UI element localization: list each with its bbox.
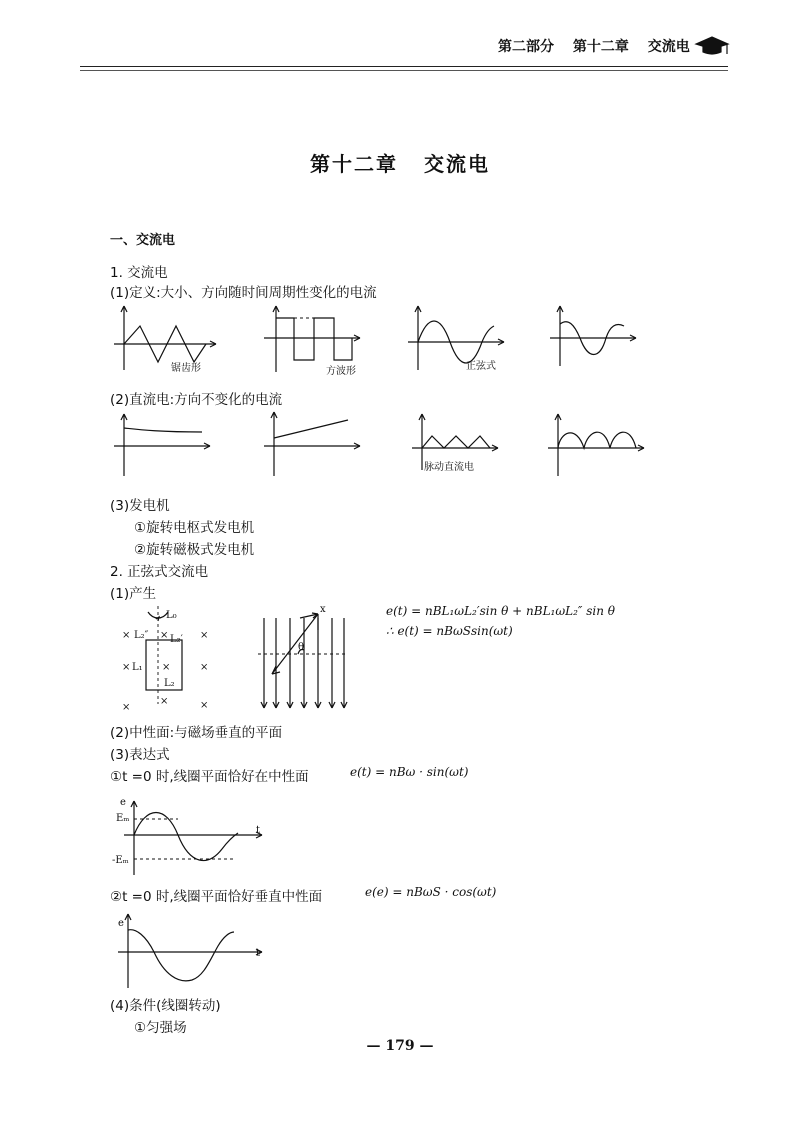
cosine-wave-graph xyxy=(548,304,638,368)
emf-sine-graph xyxy=(112,795,272,877)
caption-pulsating: 脉动直流电 xyxy=(424,462,474,473)
label-Em: Eₘ xyxy=(116,813,130,824)
formula-emf-sum: e(t) = nBL₁ωL₂′sin θ + nBL₁ωL₂″ sin θ xyxy=(386,604,615,618)
item-1-2: (2)直流电:方向不变化的电流 xyxy=(110,392,283,408)
page-title xyxy=(0,148,800,177)
rectified-sine-graph xyxy=(546,412,646,480)
formula-emf-result: ∴ e(t) = nBωSsin(ωt) xyxy=(386,624,513,638)
header-chapter: 第十二章 xyxy=(572,39,629,55)
page-number: — 179 — xyxy=(366,1038,434,1054)
cross-mark: × xyxy=(122,630,131,641)
sawtooth-wave-graph xyxy=(112,304,217,376)
label-L0: L₀ xyxy=(166,610,177,621)
chapter-name: 交流电 xyxy=(424,152,490,176)
label-L2p: L₂′ xyxy=(170,634,183,645)
label-L2pp: L₂″ xyxy=(134,630,149,641)
increasing-dc-graph xyxy=(262,410,362,480)
header-rule-thin xyxy=(80,70,728,71)
item-2-4: (4)条件(线圈转动) xyxy=(110,998,221,1014)
formula-cos: e(e) = nBωS · cos(ωt) xyxy=(365,885,497,899)
running-header xyxy=(498,36,690,56)
item-1-3: (3)发电机 xyxy=(110,498,170,514)
formula-sin: e(t) = nBω · sin(ωt) xyxy=(350,765,469,779)
label-neg-Em: -Eₘ xyxy=(112,855,129,866)
label-L2: L₂ xyxy=(164,678,175,689)
header-part: 第二部分 xyxy=(498,39,554,55)
graduation-cap-icon xyxy=(694,34,730,56)
caption-sine: 正弦式 xyxy=(466,361,496,372)
header-topic: 交流电 xyxy=(647,39,690,55)
item-2: 2. 正弦式交流电 xyxy=(110,564,209,580)
cross-mark: × xyxy=(160,630,169,641)
label-x: x xyxy=(320,604,326,615)
item-1-1: (1)定义:大小、方向随时间周期性变化的电流 xyxy=(110,285,377,301)
caption-square: 方波形 xyxy=(326,366,356,377)
axis-label-t: t xyxy=(256,825,261,836)
cross-mark: × xyxy=(162,662,171,673)
label-theta: θ xyxy=(298,642,305,653)
item-2-2: (2)中性面:与磁场垂直的平面 xyxy=(110,725,283,741)
chapter-number: 第十二章 xyxy=(310,152,398,176)
item-2-3-a: ①t =0 时,线圈平面恰好在中性面 xyxy=(110,769,309,785)
caption-sawtooth: 锯齿形 xyxy=(171,363,201,374)
decaying-dc-graph xyxy=(112,412,212,480)
section-heading: 一、交流电 xyxy=(110,233,176,248)
field-lines-velocity-diagram xyxy=(258,604,348,716)
cross-mark: × xyxy=(122,662,131,673)
axis-label-t: t xyxy=(256,948,261,959)
cross-mark: × xyxy=(160,696,169,707)
label-L1: L₁ xyxy=(132,662,143,673)
cross-mark: × xyxy=(200,662,209,673)
item-2-3: (3)表达式 xyxy=(110,747,170,763)
item-2-1: (1)产生 xyxy=(110,586,157,602)
item-1-3-a: ①旋转电枢式发电机 xyxy=(134,520,255,536)
item-2-4-a: ①匀强场 xyxy=(134,1020,187,1036)
header-rule xyxy=(80,66,728,67)
item-2-3-b: ②t =0 时,线圈平面恰好垂直中性面 xyxy=(110,889,323,905)
emf-cosine-graph xyxy=(112,910,272,990)
item-1: 1. 交流电 xyxy=(110,265,168,281)
item-1-3-b: ②旋转磁极式发电机 xyxy=(134,542,255,558)
axis-label-e: e xyxy=(118,918,124,929)
axis-label-e: e xyxy=(120,797,126,808)
cross-mark: × xyxy=(122,702,131,713)
coil-in-magnetic-field-diagram xyxy=(112,604,222,716)
cross-mark: × xyxy=(200,700,209,711)
cross-mark: × xyxy=(200,630,209,641)
